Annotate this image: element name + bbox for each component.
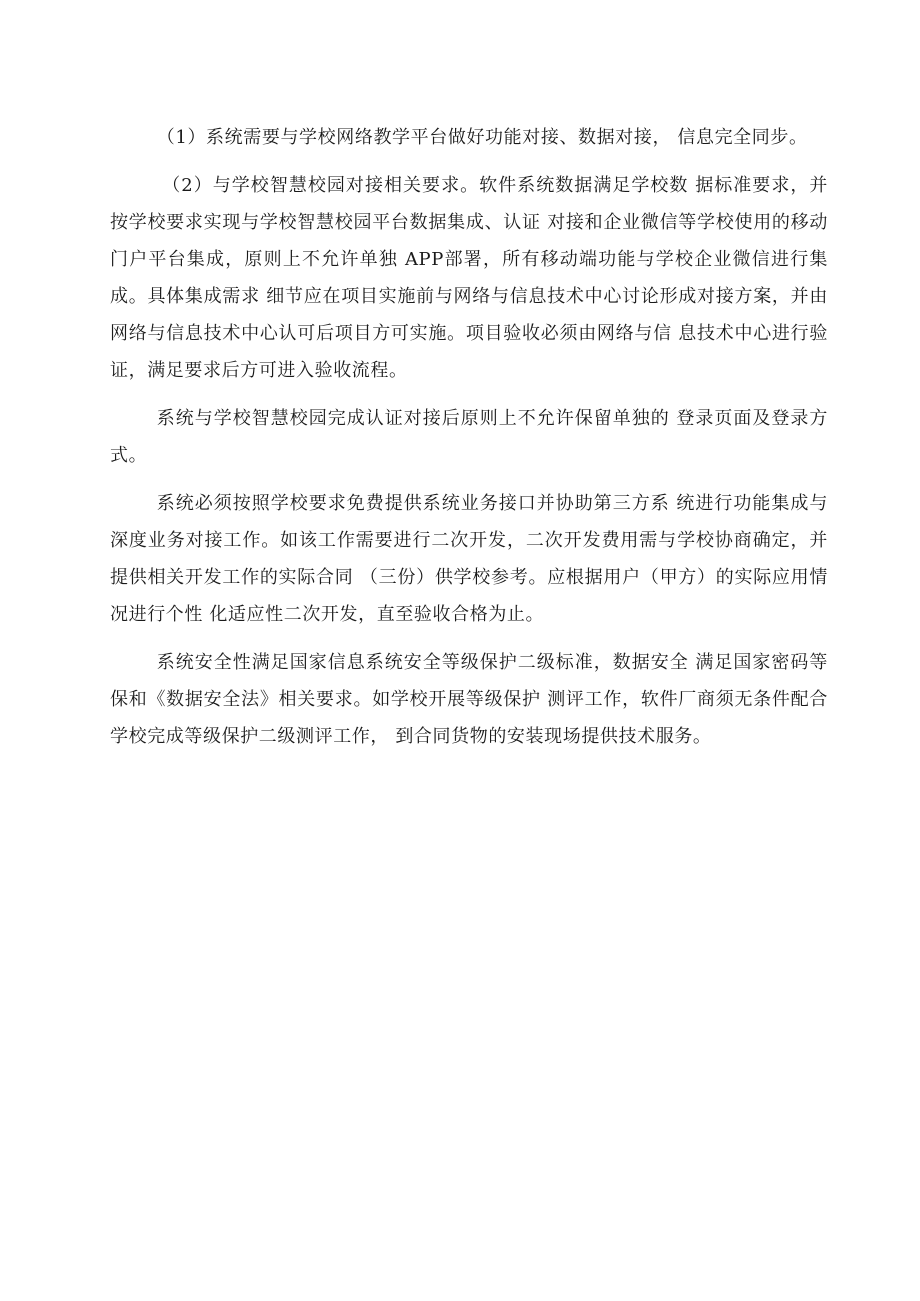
paragraph-5: 系统安全性满足国家信息系统安全等级保护二级标准，数据安全 满足国家密码等保和《数据安全法》相关要求。如学校开展等级保护 测评工作，软件厂商须无条件配合学校完成等级保护二级测评工作， 到合同货物的安装现场提供技术服务。 [110, 652, 828, 747]
paragraph-4: 系统必须按照学校要求免费提供系统业务接口并协助第三方系 统进行功能集成与深度业务对接工作。如该工作需要进行二次开发，二次开发费用需与学校协商确定，并提供相关开发工作的实际合同 （三份）供学校参考。应根据用户（甲方）的实际应用情况进行个性 化适应性二次开发，直至验收合格为止。 [110, 493, 828, 625]
paragraph-2: （2）与学校智慧校园对接相关要求。软件系统数据满足学校数 据标准要求，并按学校要求实现与学校智慧校园平台数据集成、认证 对接和企业微信等学校使用的移动门户平台集成，原则上不允许单独 APP部署，所有移动端功能与学校企业微信进行集成。具体集成需求 细节应在项目实施前与网络与信息技术中心讨论形成对接方案，并由 网络与信息技术中心认可后项目方可实施。项目验收必须由网络与信 息技术中心进行验证，满足要求后方可进入验收流程。 [110, 175, 828, 381]
paragraph-3: 系统与学校智慧校园完成认证对接后原则上不允许保留单独的 登录页面及登录方式。 [110, 408, 828, 466]
document-body [110, 119, 828, 766]
paragraph-1: （1）系统需要与学校网络教学平台做好功能对接、数据对接， 信息完全同步。 [156, 127, 808, 148]
